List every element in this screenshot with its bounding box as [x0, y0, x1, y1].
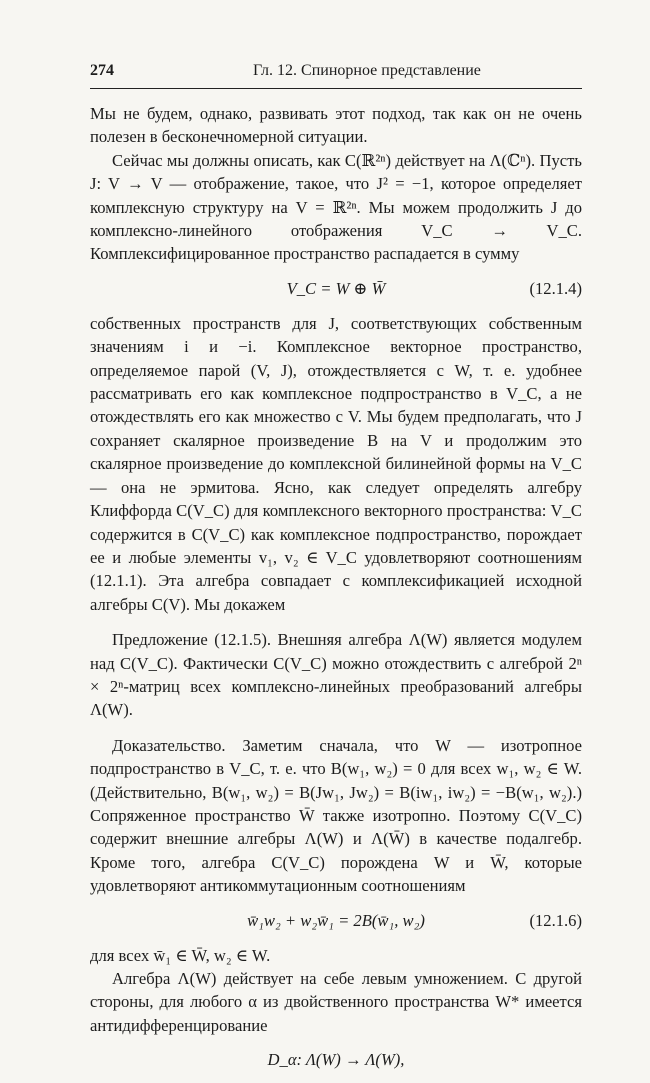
equation-d-alpha	[90, 1037, 582, 1083]
running-title: Гл. 12. Спинорное представление	[253, 62, 481, 79]
equation-number: (12.1.4)	[529, 278, 582, 298]
equation-formula: V_C = W ⊕ W̄	[286, 278, 386, 298]
equation-formula: w̄₁w₂ + w₂w̄₁ = 2B(w̄₁, w₂)	[247, 910, 425, 930]
paragraph-antiderivation: Алгебра Λ(W) действует на себе левым умножением. С другой стороны, для любого α из двойственного пространства W* имеется антидифференцирование	[90, 969, 582, 1035]
paragraph-eigenspaces: собственных пространств для J, соответствующих собственным значениям i и −i. Комплексное векторное пространство, определяемое парой (V, J), отождествляется с W, т. е. удобнее рассматривать его как комплексное подпространство в V_C, а не отождествлять его как множество с V. Мы будем предполагать, что J сохраняет скалярное произведение B на V и продолжим это скалярное произведение до комплексной билинейной формы на V_C — она не эрмитова. Ясно, как следует определять алгебру Клиффорда C(V_C) для комплексного векторного пространства: V_C содержится в C(V_C) как комплексное подпространство, порождает ее и любые элементы v₁, v₂ ∈ V_C удовлетворяют соотношениям (12.1.1). Эта алгебра совпадает с комплексификацией исходной алгебры C(V). Мы докажем	[90, 313, 582, 614]
paragraph-for-all: для всех w̄₁ ∈ W̄, w₂ ∈ W.	[90, 945, 271, 965]
equation-12-1-4	[90, 266, 582, 312]
proof-paragraph: Доказательство. Заметим сначала, что W — изотропное подпространство в V_C, т. е. что B(w₁, w₂) = 0 для всех w₁, w₂ ∈ W. (Действительно, B(w₁, w₂) = B(Jw₁, Jw₂) = B(iw₁, iw₂) = −B(w₁, w₂).) Сопряженное пространство W̄ также изотропно. Поэтому C(V_C) содержит внешние алгебры Λ(W) и Λ(W̄) в качестве подалгебр. Кроме того, алгебра C(V_C) порождена W и W̄, которые удовлетворяют антикоммутационным соотношениям	[90, 735, 582, 896]
paragraph-complex-structure: Сейчас мы должны описать, как C(ℝ²ⁿ) действует на Λ(ℂⁿ). Пусть J: V → V — отображение, такое, что J² = −1, которое определяет комплексную структуру на V = ℝ²ⁿ. Мы можем продолжить J до комплексно-линейного отображения V_C → V_C. Комплексифицированное пространство распадается в сумму	[90, 150, 582, 264]
page-number: 274	[90, 62, 114, 79]
equation-12-1-6	[90, 898, 582, 944]
equation-formula: D_α: Λ(W) → Λ(W),	[267, 1050, 405, 1070]
page-body	[90, 102, 582, 1083]
equation-number: (12.1.6)	[529, 910, 582, 930]
proposition-12-1-5: Предложение (12.1.5). Внешняя алгебра Λ(W) является модулем над C(V_C). Фактически C(V_C) можно отождествить с алгеброй 2ⁿ × 2ⁿ-матриц всех комплексно-линейных преобразований алгебры Λ(W).	[90, 630, 582, 720]
header-rule	[90, 88, 582, 89]
paragraph-intro: Мы не будем, однако, развивать этот подход, так как он не очень полезен в бесконечномерной ситуации.	[90, 104, 582, 147]
